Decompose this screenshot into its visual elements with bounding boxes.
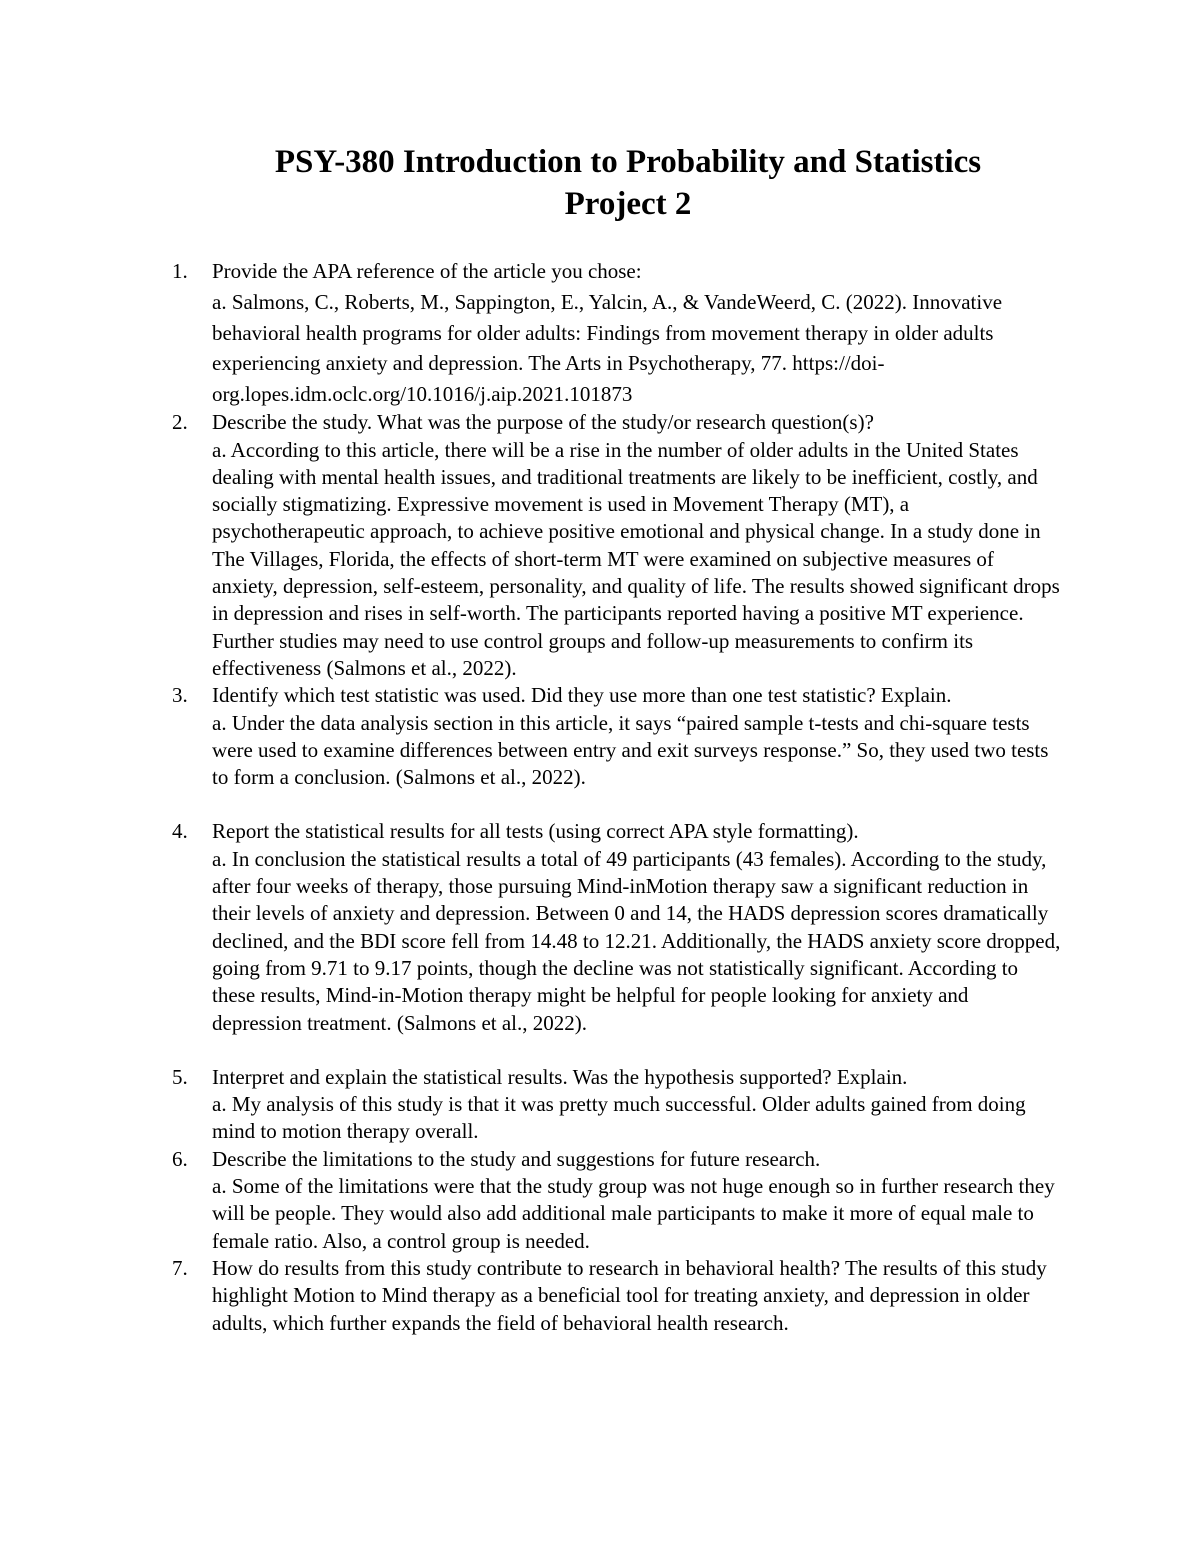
- question-text: Interpret and explain the statistical results. Was the hypothesis supported? Explain.: [212, 1064, 908, 1089]
- answer-text: a. My analysis of this study is that it was pretty much successful. Older adults gained from doing mind to motion therapy overall.: [212, 1092, 1026, 1144]
- answer-text: a. Salmons, C., Roberts, M., Sappington, E., Yalcin, A., & VandeWeerd, C. (2022). Innovative behavioral health programs for older adults: Findings from movement therapy in older adults experiencing anxiety and depression. The Arts in Psychotherapy, 77. https://doi-org.lopes.idm.oclc.org/10.1016/j.aip.2021.101873: [212, 290, 1003, 406]
- question-number: 2.: [172, 410, 188, 435]
- answer-text: a. In conclusion the statistical results a total of 49 participants (43 females). According to the study, after four weeks of therapy, those pursuing Mind-inMotion therapy saw a significant reduction in their levels of anxiety and depression. Between 0 and 14, the HADS depression scores dramatically declined, and the BDI score fell from 14.48 to 12.21. Additionally, the HADS anxiety score dropped, going from 9.71 to 9.17 points, though the decline was not statistically significant. According to these results, Mind-in-Motion therapy might be helpful for people looking for anxiety and depression treatment. (Salmons et al., 2022).: [212, 846, 1061, 1035]
- question-text: Describe the study. What was the purpose of the study/or research question(s)?: [212, 410, 874, 435]
- title-line-course: PSY-380 Introduction to Probability and Statistics: [274, 144, 982, 180]
- answer-text: a. Under the data analysis section in this article, it says “paired sample t-tests and chi-square tests were used to examine differences between entry and exit surveys response.” So, they used two tests to form a conclusion. (Salmons et al., 2022).: [212, 710, 1049, 790]
- question-number: 6.: [172, 1146, 188, 1171]
- question-list: [172, 258, 1062, 1337]
- question-item-3: [172, 682, 1062, 791]
- answer-text: a. Some of the limitations were that the study group was not huge enough so in further research they will be people. They would also add additional male participants to make it more of equal male to female ratio. Also, a control group is needed.: [212, 1174, 1055, 1253]
- question-item-2: [172, 409, 1062, 682]
- question-number: 4.: [172, 819, 188, 844]
- answer-text: a. According to this article, there will be a rise in the number of older adults in the United States dealing with mental health issues, and traditional treatments are likely to be inefficient, costly, and socially stigmatizing. Expressive movement is used in Movement Therapy (MT), a psychotherapeutic approach, to achieve positive emotional and physical change. In a study done in The Villages, Florida, the effects of short-term MT were examined on subjective measures of anxiety, depression, self-esteem, personality, and quality of life. The results showed significant drops in depression and rises in self-worth. The participants reported having a positive MT experience. Further studies may need to use control groups and follow-up measurements to confirm its effectiveness (Salmons et al., 2022).: [212, 437, 1060, 680]
- question-text: Identify which test statistic was used. Did they use more than one test statistic? Explain.: [212, 683, 952, 708]
- question-number: 5.: [172, 1064, 188, 1089]
- question-item-7: [172, 1255, 1062, 1337]
- document-title: [0, 141, 1200, 225]
- question-item-6: [172, 1146, 1062, 1255]
- question-item-1: [172, 258, 1062, 409]
- question-text: Report the statistical results for all tests (using correct APA style formatting).: [212, 819, 859, 844]
- title-line-project: Project 2: [564, 186, 692, 222]
- question-number: 7.: [172, 1255, 188, 1280]
- question-item-5: [172, 1064, 1062, 1146]
- question-text: Describe the limitations to the study and suggestions for future research.: [212, 1146, 821, 1171]
- question-number: 1.: [172, 259, 188, 283]
- question-text: How do results from this study contribute to research in behavioral health? The results of this study highlight Motion to Mind therapy as a beneficial tool for treating anxiety, and depression in older adults, which further expands the field of behavioral health research.: [212, 1255, 1047, 1335]
- question-item-4: [172, 818, 1062, 1036]
- question-text: Provide the APA reference of the article you chose:: [212, 259, 642, 283]
- question-number: 3.: [172, 683, 188, 708]
